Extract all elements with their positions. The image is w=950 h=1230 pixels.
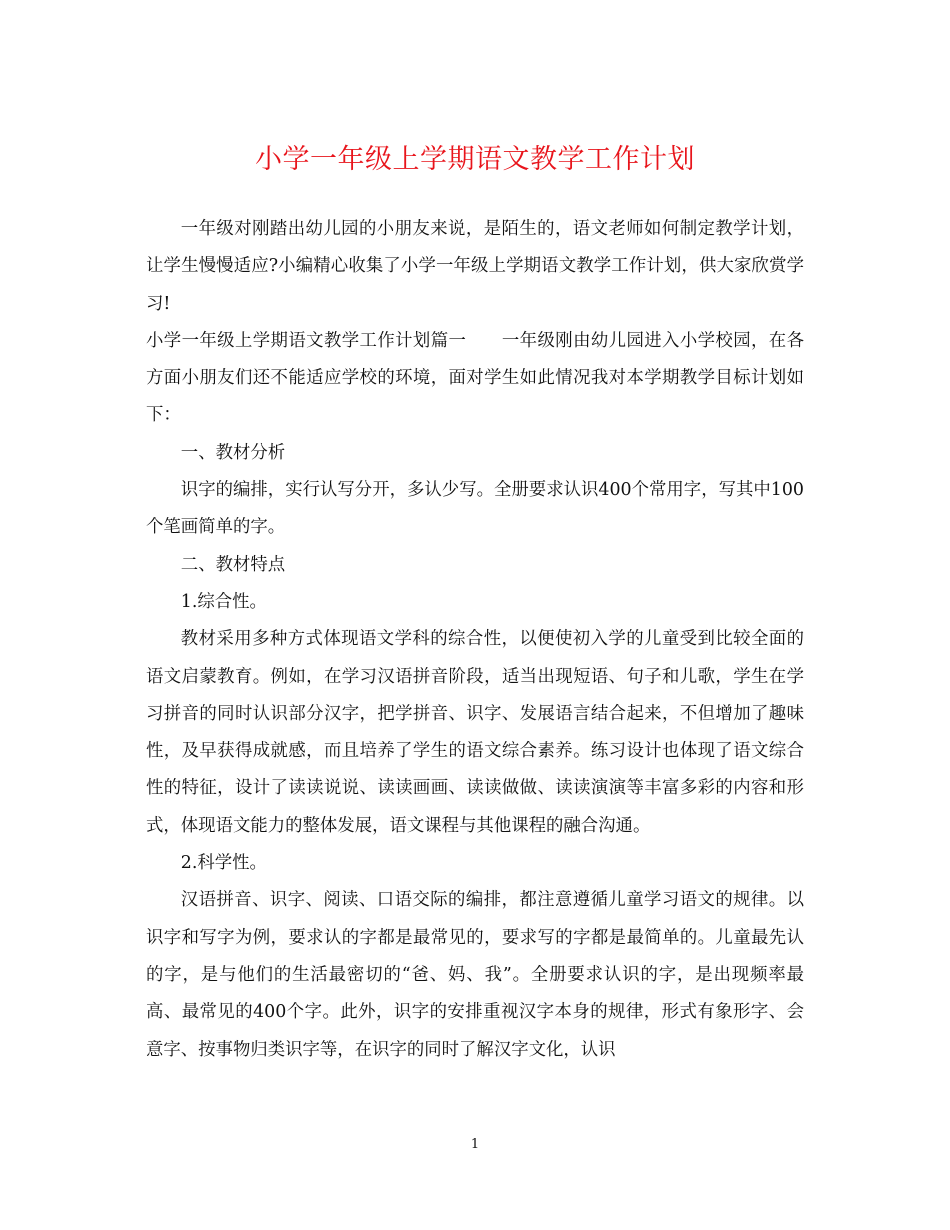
section-intro-paragraph: 小学一年级上学期语文教学工作计划篇一 一年级刚由幼儿园进入小学校园，在各方面小朋友们还不能适应学校的环境，面对学生如此情况我对本学期教学目标计划如下：	[146, 330, 804, 426]
heading-textbook-features: 二、教材特点	[180, 554, 286, 575]
subheading-comprehensive: 1.综合性。	[180, 591, 267, 612]
intro-paragraph: 一年级对刚踏出幼儿园的小朋友来说，是陌生的，语文老师如何制定教学计划，让学生慢慢适应?小编精心收集了小学一年级上学期语文教学工作计划，供大家欣赏学习!	[146, 219, 804, 314]
subheading-scientific: 2.科学性。	[180, 853, 267, 874]
heading-textbook-analysis: 一、教材分析	[180, 442, 286, 463]
document-title: 小学一年级上学期语文教学工作计划	[255, 144, 695, 175]
literacy-paragraph: 识字的编排，实行认写分开，多认少写。全册要求认识400个常用字，写其中100个笔画简单的字。	[146, 480, 804, 538]
document-body	[146, 211, 804, 1069]
page-number: 1	[470, 1137, 480, 1152]
scientific-paragraph: 汉语拼音、识字、阅读、口语交际的编排，都注意遵循儿童学习语文的规律。以识字和写字为例，要求认的字都是最常见的，要求写的字都是最简单的。儿童最先认的字，是与他们的生活最密切的“爸、妈、我”。全册要求认识的字，是出现频率最高、最常见的400个字。此外，识字的安排重视汉字本身的规律，形式有象形字、会意字、按事物归类识字等，在识字的同时了解汉字文化，认识	[146, 890, 804, 1060]
comprehensive-paragraph: 教材采用多种方式体现语文学科的综合性，以便使初入学的儿童受到比较全面的语文启蒙教育。例如，在学习汉语拼音阶段，适当出现短语、句子和儿歌，学生在学习拼音的同时认识部分汉字，把学拼音、识字、发展语言结合起来，不但增加了趣味性，及早获得成就感，而且培养了学生的语文综合素养。练习设计也体现了语文综合性的特征，设计了读读说说、读读画画、读读做做、读读演演等丰富多彩的内容和形式，体现语文能力的整体发展，语文课程与其他课程的融合沟通。	[146, 629, 804, 836]
